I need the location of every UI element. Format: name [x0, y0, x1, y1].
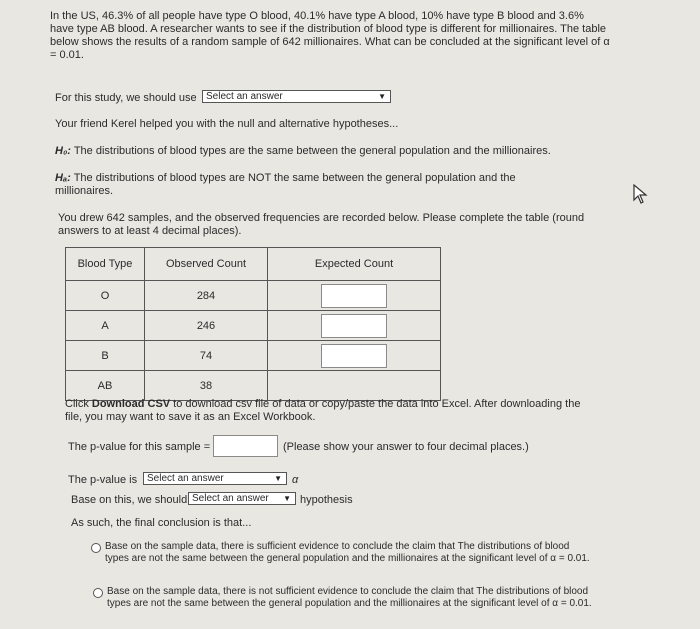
- blood-type-cell: B: [66, 341, 145, 371]
- study-select-label: Select an answer: [206, 91, 283, 102]
- chevron-down-icon: ▼: [378, 92, 386, 101]
- blood-type-cell: O: [66, 281, 145, 311]
- table-row: [66, 311, 441, 341]
- friend-note: Your friend Kerel helped you with the null and alternative hypotheses...: [55, 118, 399, 130]
- pvalue-note: (Please show your answer to four decimal places.): [283, 441, 529, 453]
- expected-input-o[interactable]: [321, 284, 387, 308]
- study-test-select[interactable]: [202, 90, 391, 103]
- download-post: to download csv file of data or copy/paste the data into Excel. After downloading the file, you may want to save it as an Excel Workbook.: [65, 398, 581, 423]
- h0-label: H₀:: [55, 145, 71, 157]
- base-prefix: Base on this, we should: [71, 494, 188, 506]
- ha-label: Hₐ:: [55, 172, 71, 184]
- observed-cell: 74: [145, 341, 268, 371]
- conclusion-label: As such, the final conclusion is that...: [71, 517, 252, 529]
- pvalue-prefix: The p-value for this sample =: [68, 441, 211, 453]
- option-2-text: Base on the sample data, there is not sufficient evidence to conclude the claim that The distributions of blood types are not the same between the general population and the millionaires at the significant level of α = 0.01.: [107, 586, 592, 609]
- blood-type-cell: AB: [66, 371, 145, 401]
- pvalue-is-prefix: The p-value is: [68, 474, 138, 486]
- expected-cell: [268, 311, 441, 341]
- blood-type-cell: A: [66, 311, 145, 341]
- option-1-text: Base on the sample data, there is sufficient evidence to conclude the claim that The distributions of blood types are not the same between the general population and the millionaires at the significant level of α = 0.01.: [105, 541, 590, 564]
- hypothesis-decision-label: Select an answer: [192, 493, 269, 504]
- h0-text: The distributions of blood types are the same between the general population and the millionaires.: [73, 145, 551, 157]
- alpha-symbol: α: [292, 474, 299, 486]
- table-row: [66, 281, 441, 311]
- base-suffix: hypothesis: [300, 494, 353, 506]
- mouse-cursor-icon: [632, 184, 648, 204]
- observed-cell: 246: [145, 311, 268, 341]
- pvalue-compare-select[interactable]: [143, 472, 287, 485]
- table-row: [66, 341, 441, 371]
- download-pre: Click: [65, 398, 92, 410]
- problem-statement: In the US, 46.3% of all people have type O blood, 40.1% have type A blood, 10% have type B blood and 3.6% have type AB blood. A researcher wants to see if the distribution of blood type is different for millionaires. The table below shows the results of a random sample of 642 millionaires. What can be concluded at the significant level of α = 0.01.: [50, 10, 610, 61]
- radio-option-2[interactable]: [93, 588, 103, 598]
- header-observed-count: Observed Count: [145, 248, 268, 281]
- chevron-down-icon: ▼: [283, 494, 291, 503]
- observed-cell: 284: [145, 281, 268, 311]
- expected-input-a[interactable]: [321, 314, 387, 338]
- observed-expected-table: [65, 247, 441, 401]
- chevron-down-icon: ▼: [274, 474, 282, 483]
- expected-cell: [268, 341, 441, 371]
- radio-option-1[interactable]: [91, 543, 101, 553]
- pvalue-input[interactable]: [213, 435, 278, 457]
- observed-cell: 38: [145, 371, 268, 401]
- ha-text: The distributions of blood types are NOT the same between the general population and the millionaires.: [55, 172, 516, 197]
- alt-hypothesis: [55, 172, 555, 198]
- header-blood-type: Blood Type: [66, 248, 145, 281]
- study-prefix: For this study, we should use: [55, 92, 197, 104]
- header-expected-count: Expected Count: [268, 248, 441, 281]
- expected-cell: [268, 281, 441, 311]
- pvalue-compare-label: Select an answer: [147, 473, 224, 484]
- null-hypothesis: [55, 145, 615, 158]
- expected-input-b[interactable]: [321, 344, 387, 368]
- expected-cell: [268, 371, 441, 401]
- hypothesis-decision-select[interactable]: [188, 492, 296, 505]
- download-csv-link[interactable]: Download CSV: [91, 398, 171, 410]
- download-instructions: [65, 398, 600, 424]
- table-row: [66, 371, 441, 401]
- samples-instructions: You drew 642 samples, and the observed frequencies are recorded below. Please complete the table (round answers to at least 4 decimal places).: [58, 212, 585, 237]
